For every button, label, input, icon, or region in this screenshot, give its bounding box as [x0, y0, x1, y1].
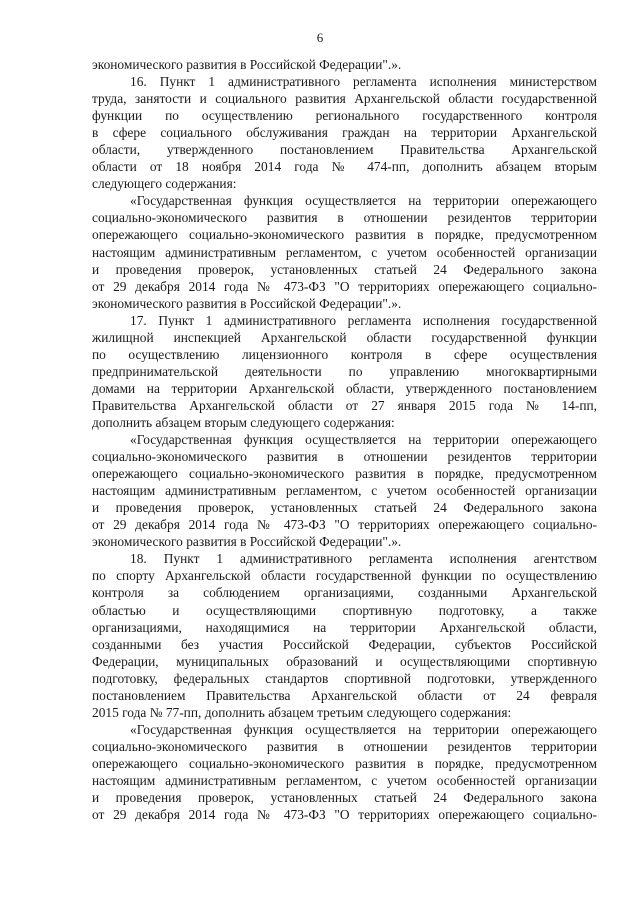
text-line: опережающего социально-экономического развития в порядке, предусмотренном — [92, 227, 597, 243]
text-line: экономического развития в Российской Федерации".». — [92, 295, 402, 311]
text-line: области, утвержденного постановлением Правительства Архангельской — [92, 142, 597, 158]
text-line: от 29 декабря 2014 года № 473-ФЗ "О территориях опережающего социально- — [92, 517, 597, 533]
paragraph-first-line: «Государственная функция осуществляется на территории опережающего — [130, 193, 597, 209]
paragraph-first-line: «Государственная функция осуществляется на территории опережающего — [130, 721, 597, 737]
text-line: созданными без участия Российской Федерации, субъектов Российской — [92, 636, 597, 652]
text-line: областью и осуществляющими спортивную подготовку, а также — [92, 602, 597, 618]
text-line: следующего содержания: — [92, 176, 237, 192]
text-line: от 29 декабря 2014 года № 473-ФЗ "О территориях опережающего социально- — [92, 807, 597, 823]
text-line: жилищной инспекцией Архангельской области государственной функции — [92, 329, 597, 345]
text-line: дополнить абзацем вторым следующего содержания: — [92, 414, 395, 430]
paragraph-first-line: 16. Пункт 1 административного регламента исполнения министерством — [130, 74, 597, 90]
text-line: контроля за соблюдением организациями, созданными Архангельской — [92, 585, 597, 601]
text-line: опережающего социально-экономического развития в порядке, предусмотренном — [92, 755, 597, 771]
text-line: от 29 декабря 2014 года № 473-ФЗ "О территориях опережающего социально- — [92, 278, 597, 294]
text-line: экономического развития в Российской Федерации".». — [92, 534, 402, 550]
text-line: настоящим административным регламентом, с учетом особенностей организации — [92, 483, 597, 499]
paragraph-first-line: «Государственная функция осуществляется на территории опережающего — [130, 432, 597, 448]
text-line: социально-экономического развития в отношении резидентов территории — [92, 449, 597, 465]
text-line: социально-экономического развития в отношении резидентов территории — [92, 738, 597, 754]
paragraph-first-line: 17. Пункт 1 административного регламента исполнения государственной — [130, 312, 597, 328]
text-line: домами на территории Архангельской области, утвержденного постановлением — [92, 380, 597, 396]
page-number: 6 — [316, 30, 324, 45]
text-line: и проведения проверок, установленных статьей 24 Федерального закона — [92, 261, 597, 277]
document-body — [92, 56, 597, 823]
text-line: по спорту Архангельской области государственной функции по осуществлению — [92, 568, 597, 584]
text-line: постановлением Правительства Архангельской области от 24 февраля — [92, 687, 597, 703]
text-line: и проведения проверок, установленных статьей 24 Федерального закона — [92, 790, 597, 806]
text-line: настоящим административным регламентом, с учетом особенностей организации — [92, 244, 597, 260]
paragraph-first-line: 18. Пункт 1 административного регламента исполнения агентством — [130, 551, 597, 567]
text-line: экономического развития в Российской Федерации".». — [92, 57, 402, 72]
text-line: социально-экономического развития в отношении резидентов территории — [92, 210, 597, 226]
text-line: подготовку, федеральных стандартов спортивной подготовки, утвержденного — [92, 670, 597, 686]
text-line: предпринимательской деятельности по управлению многоквартирными — [92, 363, 597, 379]
text-line: Федерации, муниципальных образований и осуществляющими спортивную — [92, 653, 597, 669]
text-line: труда, занятости и социального развития Архангельской области государственной — [92, 91, 597, 107]
text-line: области от 18 ноября 2014 года № 474-пп, дополнить абзацем вторым — [92, 159, 597, 175]
text-line: функции по осуществлению регионального государственного контроля — [92, 108, 597, 124]
text-line: 2015 года № 77-пп, дополнить абзацем третьим следующего содержания: — [92, 704, 512, 720]
text-line: в сфере социального обслуживания граждан на территории Архангельской — [92, 125, 597, 141]
text-line: и проведения проверок, установленных статьей 24 Федерального закона — [92, 500, 597, 516]
text-line: по осуществлению лицензионного контроля в сфере осуществления — [92, 346, 597, 362]
text-line: организациями, находящимися на территории Архангельской области, — [92, 619, 597, 635]
text-line: опережающего социально-экономического развития в порядке, предусмотренном — [92, 466, 597, 482]
text-line: Правительства Архангельской области от 27 января 2015 года № 14-пп, — [92, 397, 597, 413]
text-line: настоящим административным регламентом, с учетом особенностей организации — [92, 772, 597, 788]
